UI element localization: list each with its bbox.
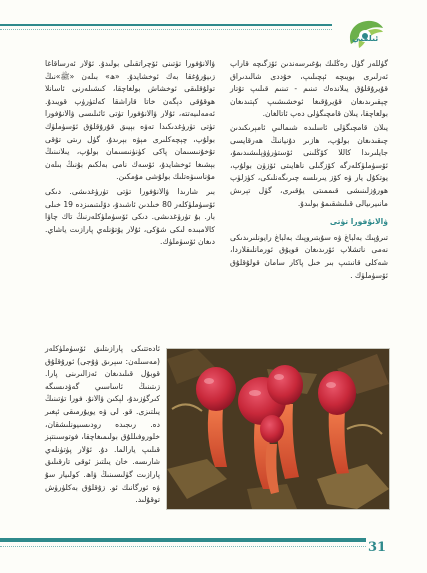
paragraph: بىر شارىدا ۋالانۇفورا تۈتى تۈرۈغدىشى. دىكى ئۆسۈملۈكلەر 80 خىلدىن ئاشىدۇ، دۆلىتىمىزدە 19 خىلى بار. بۇ تۈرۈغدىشى. دىكى ئۆسۈملۈكلەرنىڭ تاك چاۋا كالامبىدە لىكى شۇكى، ئۇلار يۇتۇنلەي پارازىت ياشاي. دىغان ئۆسۈملۈك. [45,186,215,247]
footer-rule [0,538,366,542]
paragraph: ۋالانۇفورا تۈتىنى ئۆچراتقىلى بولىدۇ. ئۇلار ئەرساقاغا زىيۇرۇغقا بەك ئوخشايدۇ. «ھ» بىلەن «ﷺ»نىڭ تولۇقلىقى ئوخشاش بولغاچقا، كىشىلەرنى ئاسانلا ھوقۇقى دېگەن خاتا قاراشقا كەلتۈرۈپ قويىدۇ. ئەمەلىيەتتە، ئۇلار ۋالانۇفورا تۈتى ئائىلىسى ۋالانۇفورا تۈتى تۈرۈغدىكىدا تەۋە بېيىق قۇرۇقلۇق ئۆسۈملۈك بولۇپ، چېچەكلىرى مېۋە بېرىدۇ، گۈل رىتى تۇقى تۇخۇنىسىمان پاكى كۈنۈنىسىمان بولۇپ، يىلانىنىڭ بېشىغا ئوخشايدۇ، ئۆسەك نامى بەلكىم بۇنىڭ بىلەن مۇناسىۋەتلىك بولۇشى مۇمكىن. [45,59,215,182]
left-text-column [45,58,215,249]
paragraph: گۈللەر گۈل رەڭلىك بۇغىرسەندىن ئۆزگىچە قاراپ ئەرلىرى بويىچە ئېچىلىپ، خۇددى شالىدىراق قۇيرۇقلۇق يىلاندەك تىنىم - تىنىم قىلىپ تۇتار چېقىرىدىغان قۇيرۇقىغا ئوخشىشىپ كېتىدىغان بولغاچقا، يىلان قامچىگۈلى دەپ ئاتالغان. [230,59,388,119]
section-badge: ئىلمىي [352,34,379,43]
right-text-column [230,58,388,282]
header-rule [0,24,332,26]
paragraph: يىلان قامچىگۈلى ئاسلىدە شىمالىي ئامېرىكىدىن چىقىدىغان بولۇپ، ھازىر دۇنيانىڭ ھەرقايسى جايلىرىدا كاللا كۆڭلىنى ئۆستۈرۈۋېلىشىدىمۇ، ئۆسۈملۈكلەرگە كۆزگىلى ناھايىتى ئۆزۈن بولۇپ، يوتكۇل يار ۋە كۆز يىرىلسە چىرىگەنلىكى، كۈزلۈپ ھورۇزلىنىشى قىممىتى يۇقىرى، گۈل تېرىش مانىيرىيالى قىلىشقىمۇ بولىدۇ. [230,122,388,208]
paragraph: ئادەتتىكى پارازىتلىق ئۆسۈملۈكلەر (مەسىلەن: سېرىق ۋۇجى) ئورۇقلۇق قوبۇل قىلىدىغان ئەزالىرىنى پارا. زىتىنىڭ ئاساسىي گەۋدىسىگە كىرگۈزىدۇ، لېكىن ۋالانۇ. فورا تۈتىنىڭ يىلتىزى. قو. لى ۋە يويۇرمىقى ئېغىر دە. رىجىدە رودىسىيونلىشقان، خلوروفىللۇق بولىمىغاچقا، فوتوسىنتېز قىلىپ يارالما. دۇ. ئۇلار پۈتۈنلەي شارىسە. خان يىلتىز ئوقى تارقىلىق پارازىت گۈلىسىنىڭ ۋاھ. كولىيار سۇ ۋە ئورگانىك ئو. زۇقلۇق بەكلۈرۈش توقۇلىد. [45,344,160,505]
page-number: 31 [368,540,387,555]
footer-dotted-rule [0,546,366,548]
mushroom-photo [166,348,390,510]
section-heading: ۋالانۇفورا تۈتى [329,217,388,227]
header-dotted-rule [0,29,332,31]
left-bottom-text-column [45,343,160,507]
paragraph: تىرۇپىك بەلباغ ۋە سۇبتىروپىك بەلباغ رايونلىرىدىكى نەمى ناتشلاپ ئۆرىدىغان قويۇق ئورمانلىقلاردا، شەكلى قانىتىپ بىر خىل پاكار سامان قولۇقلۇق ئۆسۈملۈك . [230,232,388,280]
